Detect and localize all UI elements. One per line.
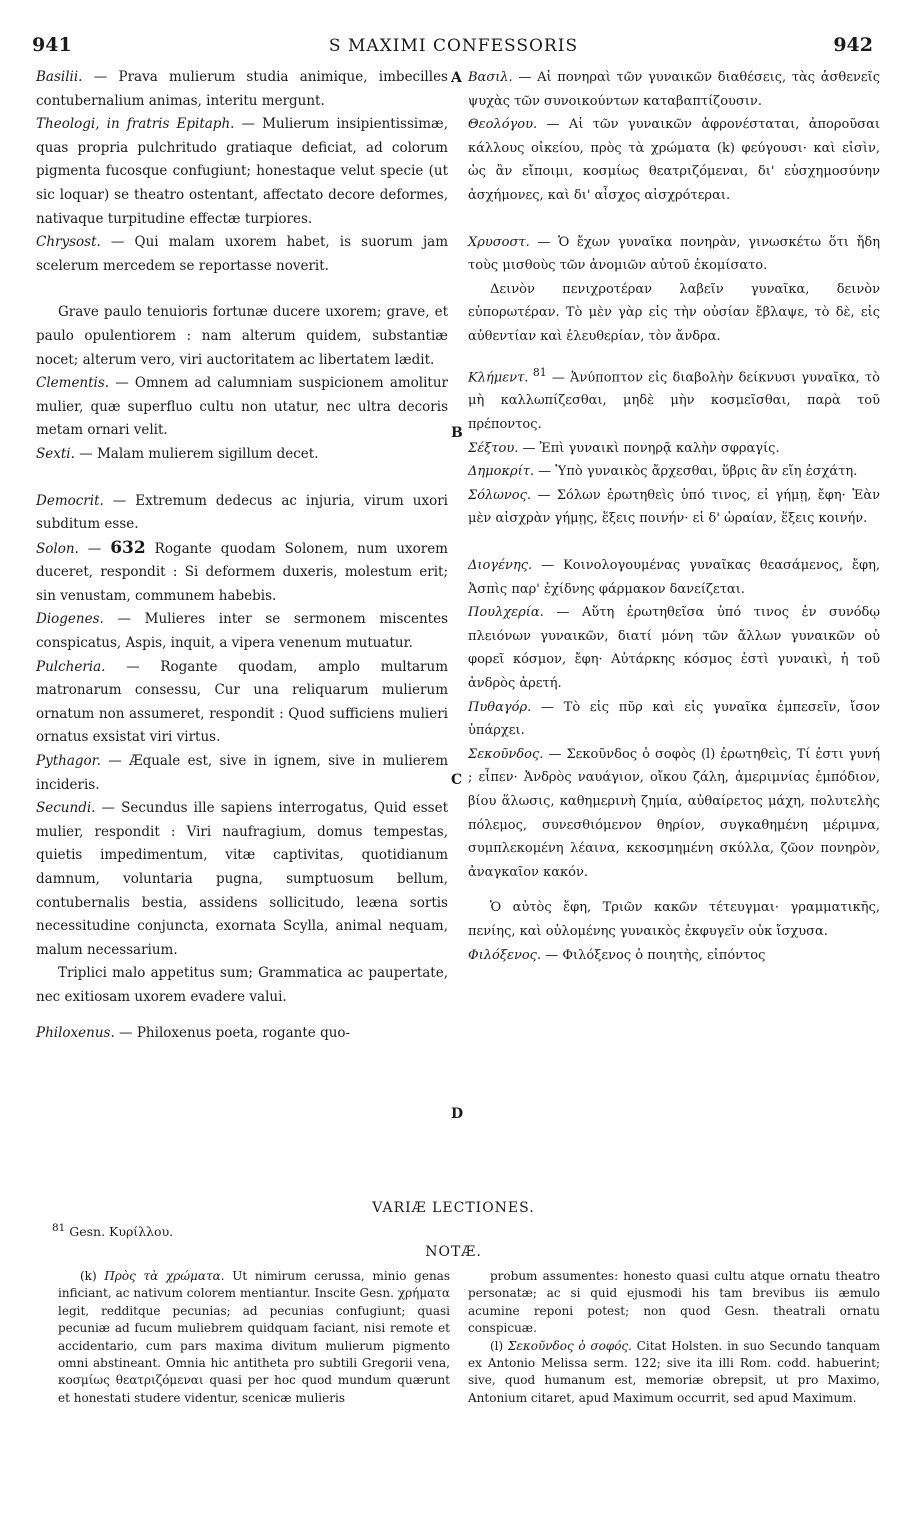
note-paragraph (468, 1338, 880, 1408)
note-paragraph (58, 1268, 450, 1407)
note-text: Citat Holsten. in suo Secundo tanquam ex Antonio Melissa serm. 122; sive ita illi Rom. codd. habuerint; sive, quod humanum est, memoriæ obrepsit, ut pro Maximo, Antonium citaret, apud Maximum occurrit, sed apud Maximum. (468, 1338, 880, 1405)
latin-source-name: Diogenes. (36, 611, 104, 628)
column-number: 632 (110, 537, 146, 558)
latin-paragraph (36, 608, 448, 655)
notes-right-column (468, 1268, 880, 1407)
latin-source-name: Solon. (36, 540, 79, 557)
greek-source-name: Βασιλ. (468, 70, 513, 85)
latin-source-name: Philoxenus. (36, 1024, 115, 1041)
latin-text: — Mulierum insipientissimæ, quas propria pulchritudo gratiaque deficiat, ad colorum pigmenta fucosque confugiunt; honestaque velut specie (ut sic loquar) se theatro ostentant, affectato decore deformes, nativaque turpitudine effectæ turpiores. (36, 116, 448, 227)
note-label: (k) (80, 1269, 97, 1283)
latin-paragraph (36, 443, 448, 467)
greek-source-name: Διογένης. (468, 558, 533, 574)
latin-text: — Prava mulierum studia animique, imbecilles contubernalium animas, interitu mergunt. (36, 69, 448, 109)
greek-paragraph (468, 278, 880, 349)
greek-text: Δεινὸν πενιχροτέραν λαβεῖν γυναῖκα, δεινὸν εὐπορωτέραν. Τὸ μὲν γὰρ εἰς τὴν οὐσίαν ἔβλαψε, τὸ δὲ, εἰς αὐθεντίαν καὶ ἐλευθερίαν, τὸν ἄνδρα. (468, 281, 880, 344)
latin-source-name: Pythagor. (36, 753, 101, 770)
latin-paragraph (36, 797, 448, 962)
section-marker-a: A (451, 70, 462, 86)
latin-text: — Extremum dedecus ac injuria, virum uxori subditum esse. (36, 492, 448, 533)
latin-paragraph (36, 656, 448, 750)
greek-paragraph (468, 944, 880, 968)
greek-paragraph (468, 554, 880, 601)
greek-spacer (468, 531, 880, 554)
latin-paragraph (36, 962, 448, 1009)
latin-paragraph (36, 750, 448, 797)
section-marker-b: B (451, 425, 463, 441)
variae-lectiones-entry (52, 1222, 173, 1239)
greek-paragraph (468, 231, 880, 278)
latin-paragraph (36, 537, 448, 609)
variae-lectiones-heading: VARIÆ LECTIONES. (372, 1200, 535, 1216)
latin-source-name: Chrysost. (36, 234, 101, 251)
latin-text: — Malam mulierem sigillum decet. (74, 445, 319, 462)
note-lemma: Πρὸς τὰ χρώματα. (96, 1269, 225, 1283)
greek-paragraph (468, 484, 880, 531)
greek-text: — Ἐπὶ γυναικὶ πονηρᾷ καλὴν σφραγίς. (518, 440, 780, 456)
greek-paragraph (468, 361, 880, 437)
greek-spacer (468, 884, 880, 896)
notae-heading: NOTÆ. (425, 1244, 482, 1260)
latin-paragraph (36, 66, 448, 113)
section-marker-c: C (451, 772, 463, 788)
greek-text: — Κοινολογουμένας γυναῖκας θεασάμενος, ἔφη, Ἀσπὶς παρ' ἐχίδνης φάρμακον δανείζεται. (468, 558, 880, 597)
greek-text: — Ὑπὸ γυναικὸς ἄρχεσθαι, ὕβρις ἂν εἴη ἐσχάτη. (534, 464, 858, 480)
greek-paragraph (468, 696, 880, 743)
greek-spacer (468, 208, 880, 231)
greek-source-name: Σεκοῦνδος. (468, 746, 544, 762)
latin-text: — Philoxenus poeta, rogante quo- (114, 1024, 351, 1041)
latin-source-name: Pulcheria. (36, 658, 106, 675)
latin-text: Triplici malo appetitus sum; Grammatica ac paupertate, nec exitiosam uxorem evadere valui. (36, 965, 448, 1005)
greek-source-name: Σέξτου. (468, 440, 519, 456)
variant-text: Gesn. Κυρίλλου. (65, 1224, 174, 1240)
greek-column (468, 66, 880, 967)
greek-paragraph (468, 896, 880, 943)
latin-text: — Æquale est, sive in ignem, sive in mulierem incideris. (36, 753, 448, 793)
latin-source-name: Secundi. (36, 800, 96, 817)
latin-source-name: Clementis. (36, 375, 110, 392)
latin-text: — Rogante quodam, amplo multarum matronarum consessu, Cur una reliquarum mulierum ornatum non assumeret, respondit : Quod sufficiens mulieri ornatus exsistat viri virtus. (36, 658, 448, 746)
greek-text: — Ἀνύποπτον εἰς διαβολὴν δείκνυσι γυναῖκα, τὸ μὴ καλλωπίζεσθαι, μηδὲ μὴν κοσμεῖσθαι, παρὰ τοῦ πρέποντος. (468, 369, 880, 433)
latin-text: Rogante quodam Solonem, num uxorem duceret, respondit : Si deformem duxeris, molestum erit; sin venustam, communem habebis. (36, 540, 448, 604)
latin-paragraph (36, 301, 448, 372)
greek-paragraph (468, 743, 880, 885)
latin-spacer (36, 1010, 448, 1022)
greek-source-name: Πυθαγόρ. (468, 699, 532, 715)
page-number-left: 941 (32, 34, 72, 56)
latin-source-name: Sexti. (36, 445, 75, 462)
greek-text: — Φιλόξενος ὁ ποιητὴς, εἰπόντος (541, 947, 766, 963)
greek-source-name: Πουλχερία. (468, 605, 544, 621)
greek-source-name: Θεολόγου. (468, 117, 538, 133)
greek-text: — Αἱ πονηραὶ τῶν γυναικῶν διαθέσεις, τὰς ἀσθενεῖς ψυχὰς τῶν συνοικούντων καταβαπτίζουσιν. (468, 70, 880, 109)
greek-text: — Τὸ εἰς πῦρ καὶ εἰς γυναῖκα ἐμπεσεῖν, ἴσον ὑπάρχει. (468, 699, 880, 739)
running-title: S MAXIMI CONFESSORIS (328, 36, 579, 56)
greek-paragraph (468, 113, 880, 207)
latin-paragraph (36, 372, 448, 443)
greek-text: — Αἱ τῶν γυναικῶν ἀφρονέσταται, ἀποροῦσαι κάλλους οἰκείου, πρὸς τὰ χρώματα (k) φεύγουσι· καὶ εἰσὶν, ὡς ἂν εἴποιμι, κοσμίως θεατριζόμεναι, δι' εὐσχημοσύνην ἀσχήμονες, καὶ δι' αἶσχος αἰσχρότεραι. (468, 117, 880, 203)
note-paragraph (468, 1268, 880, 1338)
greek-source-name: Σόλωνος. (468, 487, 532, 503)
greek-text: Ὁ αὐτὸς ἔφη, Τριῶν κακῶν τέτευγμαι· γραμματικῆς, πενίης, καὶ οὐλομένης γυναικὸς ἐκφυγεῖν οὐκ ἴσχυσα. (468, 900, 880, 939)
note-text: probum assumentes: honesto quasi cultu atque ornatu theatro personatæ; ac si quid ejusmodi his tam brevibus iis æmulo acumine reponi potest; non quod Gesn. theatrali ornatu conspicuæ. (468, 1269, 880, 1336)
greek-source-name: Δημοκρίτ. (468, 464, 535, 480)
greek-spacer (468, 349, 880, 361)
note-lemma: Σεκοῦνδος ὁ σοφός. (503, 1338, 632, 1353)
latin-text: Grave paulo tenuioris fortunæ ducere uxorem; grave, et paulo opulentiorem : nam alterum quidem, substantiæ nocet; alterum vero, viri auctoritatem ac libertatem lædit. (36, 304, 448, 368)
variant-number: 81 (52, 1222, 66, 1234)
latin-source-name: Democrit. (36, 492, 104, 509)
latin-source-name: Basilii. (36, 69, 83, 85)
notes-left-column (58, 1268, 450, 1407)
latin-paragraph (36, 490, 448, 537)
section-marker-d: D (451, 1106, 464, 1122)
greek-text: — Αὕτη ἐρωτηθεῖσα ὑπό τινος ἐν συνόδῳ πλειόνων γυναικῶν, διατί μόνη τῶν ἄλλων γυναικῶν οὐ φορεῖ κόσμον, ἔφη· Αὐτάρκης κόσμος ἐστὶ γυναικὶ, ἡ τοῦ ἀνδρὸς ἀρετή. (468, 605, 880, 691)
latin-text: — (78, 540, 111, 557)
latin-spacer (36, 278, 448, 301)
greek-source-name: Κλήμεντ. (468, 369, 529, 385)
latin-text: — Mulieres inter se sermonem miscentes conspicatus, Aspis, inquit, a vipera venenum mutuatur. (36, 611, 448, 652)
latin-spacer (36, 467, 448, 490)
greek-paragraph (468, 460, 880, 484)
greek-text: — Σεκοῦνδος ὁ σοφὸς (l) ἐρωτηθεὶς, Τί ἐστι γυνή ; εἶπεν· Ἀνδρὸς ναυάγιον, οἴκου ζάλη, ἀμεριμνίας ἐμπόδιον, βίου ἅλωσις, καθημερινὴ ζημία, αὐθαίρετος μάχη, πολυτελὴς πόλεμος, συνεσθιόμενον θηρίον, συγκαθημένη μέριμνα, συμπλεκομένη λέαινα, κεκοσμημένη σκύλλα, ζῶον πονηρὸν, ἀναγκαῖον κακόν. (468, 746, 880, 880)
latin-text: — Secundus ille sapiens interrogatus, Quid esset mulier, respondit : Viri naufragium, domus tempestas, quietis impedimentum, vitæ captivitas, quotidianum damnum, voluntaria pugna, sumptuosum bellum, contubernalis bestia, assidens sollicitudo, leæna sortis necessitudine conjuncta, exornata Scylla, animal nequam, malum necessarium. (36, 800, 448, 958)
latin-paragraph (36, 1022, 448, 1046)
latin-text: — Omnem ad calumniam suspicionem amolitur mulier, quæ superfluo cultu non utatur, nec ultra decoris metam ornari velit. (36, 375, 448, 439)
note-label: (l) (490, 1338, 504, 1353)
note-text: Ut nimirum cerussa, minio genas inficiant, ac nativum colorem mentiantur. Inscite Gesn. χρήματα legit, redditque pecunias; ad pecunias confugiunt; quasi pecuniæ ad fucum muliebrem quidquam faciant, nisi remote et accidentario, cum pars maxima divitum mulierum pigmento omni abstineant. Omnia hic antitheta pro subtili Gregorii vena, κοσμίως θεατριζόμεναι quasi per hoc quod mundum quærunt et honestati studere videntur, scenicæ mulieris (58, 1269, 450, 1405)
page-header (30, 34, 877, 62)
latin-column (36, 66, 448, 1045)
page-number-right: 942 (833, 34, 873, 56)
greek-paragraph (468, 437, 880, 461)
greek-source-name: Χρυσοστ. (468, 234, 530, 250)
greek-paragraph (468, 66, 880, 113)
greek-paragraph (468, 601, 880, 695)
latin-text: — Qui malam uxorem habet, is suorum jam scelerum mercedem se reportasse noverit. (36, 234, 448, 274)
greek-text: — Σόλων ἐρωτηθεὶς ὑπό τινος, εἰ γήμῃ, ἔφη· Ἐὰν μὲν αἰσχρὰν γήμῃς, ἕξεις ποινήν· εἰ δ' ὡραίαν, ἕξεις κοινήν. (468, 487, 880, 527)
greek-footnote-ref: 81 (528, 365, 547, 379)
greek-text: — Ὁ ἔχων γυναῖκα πονηρὰν, γινωσκέτω ὅτι ἤδη τοὺς μισθοὺς τῶν ἀνομιῶν αὐτοῦ ἐκομίσατο. (468, 234, 880, 274)
latin-paragraph (36, 231, 448, 278)
latin-source-name: Theologi, in fratris Epitaph. (36, 116, 235, 133)
greek-source-name: Φιλόξενος. (468, 947, 542, 963)
latin-paragraph (36, 113, 448, 231)
